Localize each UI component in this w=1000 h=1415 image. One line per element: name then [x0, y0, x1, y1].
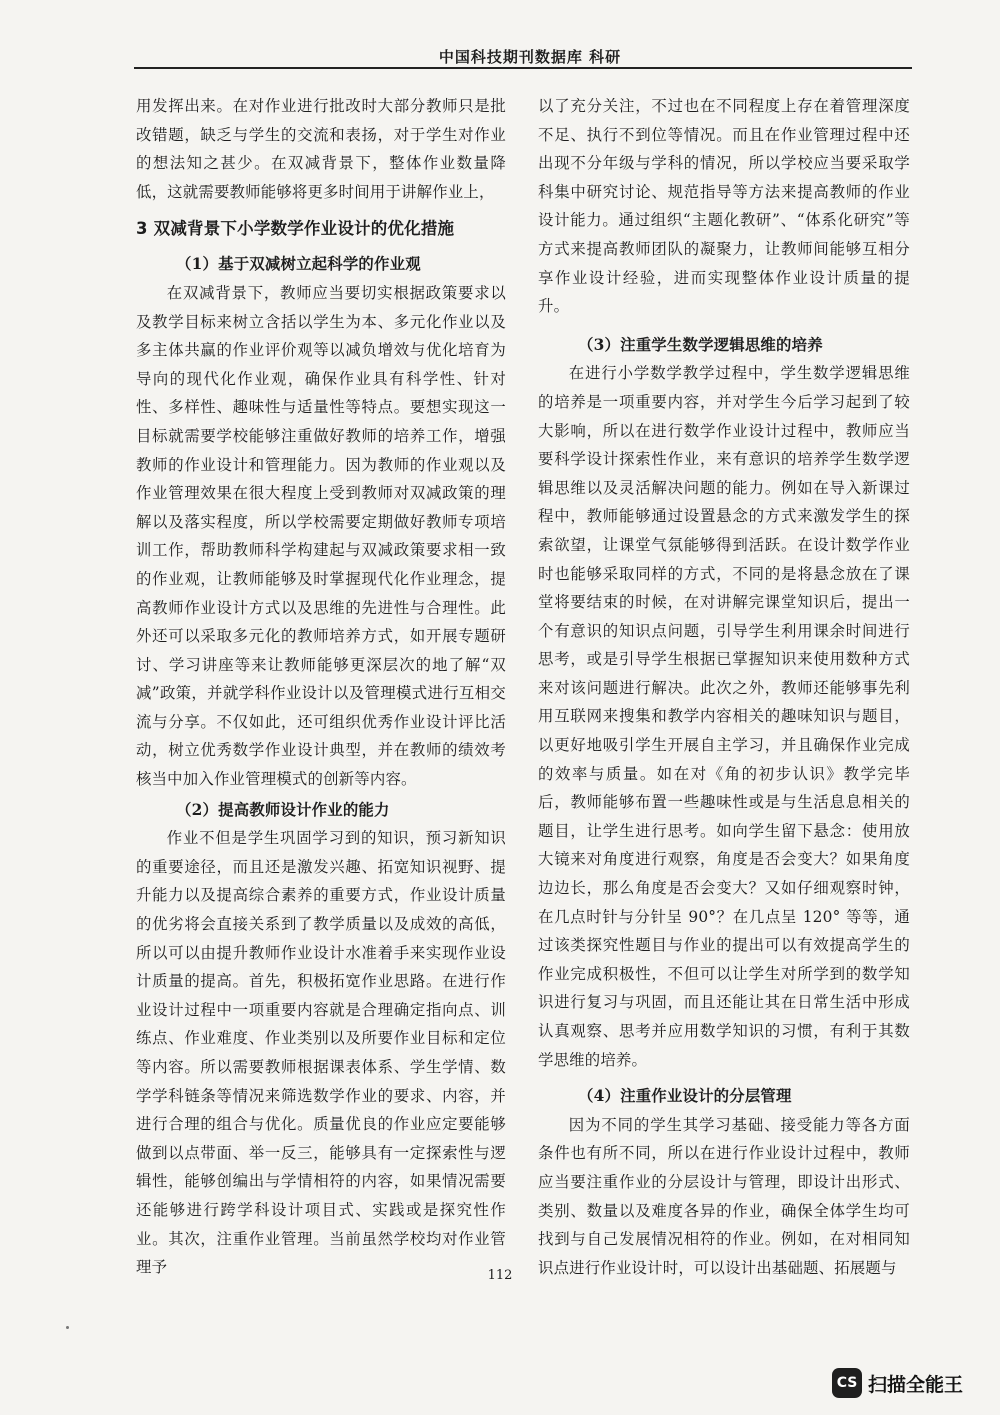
- paragraph-continued-right: 以了充分关注，不过也在不同程度上存在着管理深度不足、执行不到位等情况。而且在作业管理过程中还出现不分年级与学科的情况，所以学校应当要采取学科集中研究讨论、规范指导等方法来提高教师的作业设计能力。通过组织“主题化教研”、“体系化研究”等方式来提高教师团队的凝聚力，让教师间能够互相分享作业设计经验，进而实现整体作业设计质量的提升。: [538, 97, 910, 316]
- running-header: 中国科技期刊数据库 科研: [438, 48, 622, 66]
- header-rule: [134, 67, 912, 69]
- subsection-heading-2: （2）提高教师设计作业的能力: [176, 800, 390, 819]
- subsection-3-text: 在进行小学数学教学过程中，学生数学逻辑思维的培养是一项重要内容，并对学生今后学习起到了较大影响，所以在进行数学作业设计过程中，教师应当要科学设计探索性作业，来有意识的培养学生数学逻辑思维以及灵活解决问题的能力。例如在导入新课过程中，教师能够通过设置悬念的方式来激发学生的探索欲望，让课堂气氛能够得到活跃。在设计数学作业时也能够采取同样的方式，不同的是将悬念放在了课堂将要结束的时候，在对讲解完课堂知识后，提出一个有意识的知识点问题，引导学生利用课余时间进行思考，或是引导学生根据已掌握知识来使用数种方式来对该问题进行解决。此次之外，教师还能够事先利用互联网来搜集和教学内容相关的趣味知识与题目，以更好地吸引学生开展自主学习，并且确保作业完成的效率与质量。如在对《角的初步认识》教学完毕后，教师能够布置一些趣味性或是与生活息息相关的题目，让学生进行思考。如向学生留下悬念：使用放大镜来对角度进行观察，角度是否会变大？如果角度边边长，那么角度是否会变大？又如仔细观察时钟，在几点时针与分针呈 90°？在几点呈 120° 等等，通过该类探究性题目与作业的提出可以有效提高学生的作业完成积极性，不但可以让学生对所学到的数学知识进行复习与巩固，而且还能让其在日常生活中形成认真观察、思考并应用数学知识的习惯，有利于其数学思维的培养。: [538, 364, 910, 1069]
- section-heading: 3 双减背景下小学数学作业设计的优化措施: [136, 219, 455, 239]
- scan-speck: [66, 1326, 69, 1329]
- subsection-heading-1: （1）基于双减树立起科学的作业观: [176, 255, 421, 274]
- camscanner-logo-icon: CS: [832, 1368, 862, 1398]
- subsection-2-text: 作业不但是学生巩固学习到的知识，预习新知识的重要途径，而且还是激发兴趣、拓宽知识视野、提升能力以及提高综合素养的重要方式，作业设计质量的优劣将会直接关系到了教学质量以及成效的高低，所以可以由提升教师作业设计水准着手来实现作业设计质量的提高。首先，积极拓宽作业思路。在进行作业设计过程中一项重要内容就是合理确定指向点、训练点、作业难度、作业类别以及所要作业目标和定位等内容。所以需要教师根据课表体系、学生学情、数学学科链条等情况来筛选数学作业的要求、内容，并进行合理的组合与优化。质量优良的作业应定要能够做到以点带面、举一反三，能够具有一定探索性与逻辑性，能够创编出与学情相符的内容，如果情况需要还能够进行跨学科设计项目式、实践或是探究性作业。其次，注重作业管理。当前虽然学校均对作业管理予: [136, 829, 506, 1277]
- left-column: [136, 92, 506, 1282]
- subsection-1-text: 在双减背景下，教师应当要切实根据政策要求以及教学目标来树立含括以学生为本、多元化作业以及多主体共赢的作业评价观等以减负增效与优化培育为导向的现代化作业观，确保作业具有科学性、针对性、多样性、趣味性与适量性等特点。要想实现这一目标就需要学校能够注重做好教师的培养工作，增强教师的作业设计和管理能力。因为教师的作业观以及作业管理效果在很大程度上受到教师对双减政策的理解以及落实程度，所以学校需要定期做好教师专项培训工作，帮助教师科学构建起与双减政策要求相一致的作业观，让教师能够及时掌握现代化作业理念，提高教师作业设计方式以及思维的先进性与合理性。此外还可以采取多元化的教师培养方式，如开展专题研讨、学习讲座等来让教师能够更深层次的地了解“双减”政策，并就学科作业设计以及管理模式进行互相交流与分享。不仅如此，还可组织优秀作业设计评比活动，树立优秀数学作业设计典型，并在教师的绩效考核当中加入作业管理模式的创新等内容。: [136, 283, 506, 789]
- watermark-app-name: 扫描全能王: [868, 1373, 964, 1396]
- scanner-watermark: [832, 1366, 963, 1400]
- right-column: [538, 92, 910, 1282]
- page-number: 112: [487, 1268, 513, 1283]
- paragraph-continued: 用发挥出来。在对作业进行批改时大部分教师只是批改错题，缺乏与学生的交流和表扬，对于学生对作业的想法知之甚少。在双减背景下，整体作业数量降低，这就需要教师能够将更多时间用于讲解作业上，: [136, 97, 506, 201]
- subsection-heading-3: （3）注重学生数学逻辑思维的培养: [578, 335, 823, 354]
- subsection-heading-4: （4）注重作业设计的分层管理: [578, 1087, 792, 1106]
- subsection-4-text: 因为不同的学生其学习基础、接受能力等各方面条件也有所不同，所以在进行作业设计过程中，教师应当要注重作业的分层设计与管理，即设计出形式、类别、数量以及难度各异的作业，确保全体学生均可找到与自己发展情况相符的作业。例如，在对相同知识点进行作业设计时，可以设计出基础题、拓展题与: [538, 1115, 910, 1277]
